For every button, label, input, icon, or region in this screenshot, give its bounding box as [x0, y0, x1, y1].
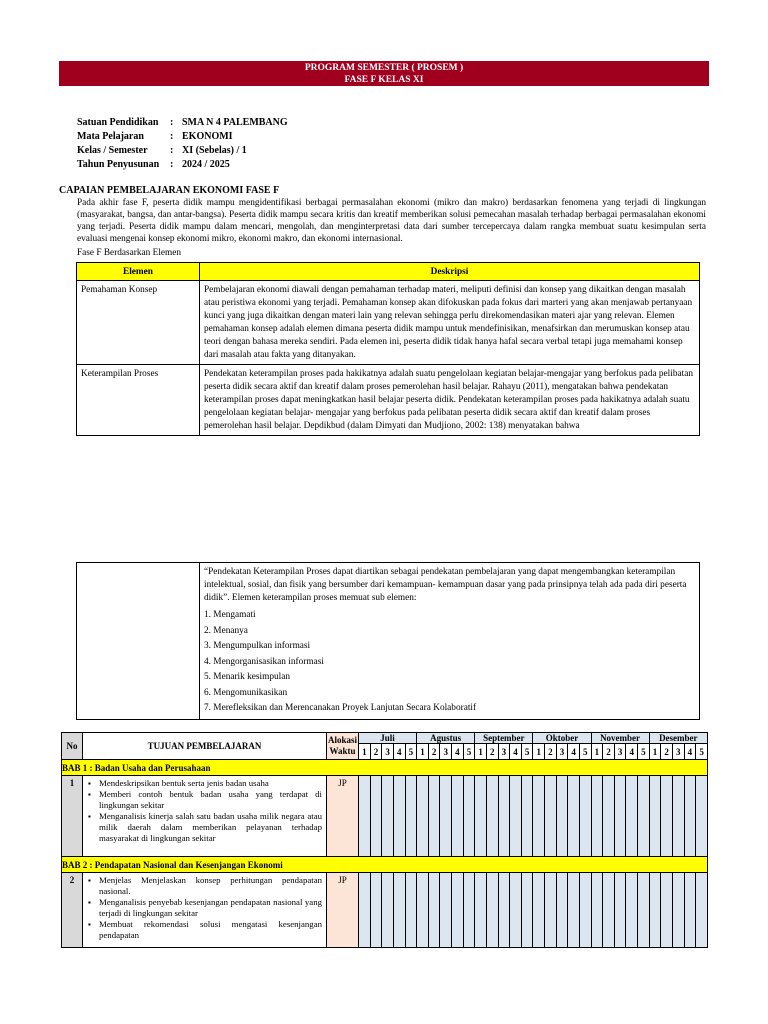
tujuan-header: TUJUAN PEMBELAJARAN [83, 733, 327, 760]
week-cell[interactable] [614, 776, 626, 857]
week-header: 4 [568, 744, 580, 760]
month-header: Agustus [417, 733, 475, 744]
tujuan-cell [83, 873, 327, 948]
week-cell[interactable] [603, 776, 615, 857]
week-header: 4 [452, 744, 464, 760]
week-cell[interactable] [568, 873, 580, 948]
tujuan-item: ▪ Menganalisis penyebab kesenjangan pendapatan nasional yang terjadi di lingkungan sekitar [99, 897, 322, 919]
week-cell[interactable] [556, 776, 568, 857]
sub-element-item: 2. Menanya [204, 625, 248, 636]
week-header: 4 [393, 744, 405, 760]
week-cell[interactable] [417, 873, 429, 948]
week-cell[interactable] [428, 873, 440, 948]
element-name: Pemahaman Konsep [77, 281, 200, 365]
week-header: 1 [533, 744, 545, 760]
week-cell[interactable] [370, 776, 382, 857]
week-cell[interactable] [638, 873, 650, 948]
identity-key: Tahun Penyusunan [77, 159, 160, 170]
week-cell[interactable] [405, 776, 417, 857]
week-cell[interactable] [649, 776, 661, 857]
identity-key: Kelas / Semester [77, 145, 148, 156]
sub-element-list [204, 608, 695, 717]
week-cell[interactable] [428, 776, 440, 857]
month-header: Oktober [533, 733, 591, 744]
week-header: 1 [417, 744, 429, 760]
week-header: 3 [440, 744, 452, 760]
week-header: 2 [486, 744, 498, 760]
row-number: 2 [62, 873, 83, 948]
month-header: Desember [649, 733, 707, 744]
tujuan-item: ▪ Mendeskripsikan bentuk serta jenis badan usaha [99, 778, 322, 789]
week-cell[interactable] [684, 776, 696, 857]
week-cell[interactable] [393, 873, 405, 948]
week-header: 5 [638, 744, 650, 760]
week-cell[interactable] [417, 776, 429, 857]
document-subtitle: FASE F KELAS XI [344, 75, 424, 85]
week-header: 3 [614, 744, 626, 760]
week-header: 5 [521, 744, 533, 760]
document-title: PROGRAM SEMESTER ( PROSEM ) [304, 63, 464, 73]
week-header: 5 [463, 744, 475, 760]
month-header: September [475, 733, 533, 744]
week-cell[interactable] [556, 873, 568, 948]
week-cell[interactable] [486, 776, 498, 857]
week-cell[interactable] [626, 873, 638, 948]
week-header: 2 [545, 744, 557, 760]
capaian-title: CAPAIAN PEMBELAJARAN EKONOMI FASE F [59, 185, 280, 196]
week-header: 2 [603, 744, 615, 760]
week-cell[interactable] [475, 873, 487, 948]
element-name-empty [77, 563, 200, 720]
week-cell[interactable] [440, 776, 452, 857]
week-header: 5 [696, 744, 708, 760]
identity-key: Satuan Pendidikan [77, 117, 159, 128]
element-name: Keterampilan Proses [77, 365, 200, 436]
week-header: 3 [498, 744, 510, 760]
month-header: Juli [359, 733, 417, 744]
week-cell[interactable] [521, 873, 533, 948]
week-cell[interactable] [533, 776, 545, 857]
month-header: November [591, 733, 649, 744]
week-cell[interactable] [545, 873, 557, 948]
identity-block [77, 116, 288, 172]
week-cell[interactable] [672, 776, 684, 857]
tujuan-item: ▪ Menjelas Menjelaskan konsep perhitungan pendapatan nasional. [99, 875, 322, 897]
bab-row [62, 857, 708, 873]
week-cell[interactable] [370, 873, 382, 948]
week-cell[interactable] [498, 873, 510, 948]
alokasi-header: Alokasi Waktu [327, 733, 359, 760]
table-row [77, 365, 700, 436]
alokasi-cell: JP [327, 873, 359, 948]
tujuan-item: ▪ Membuat rekomendasi solusi mengatasi kesenjangan pendapatan [99, 919, 322, 941]
week-cell[interactable] [568, 776, 580, 857]
table-row [77, 281, 700, 365]
week-cell[interactable] [452, 873, 464, 948]
week-header: 2 [428, 744, 440, 760]
tujuan-cell [83, 776, 327, 857]
week-cell[interactable] [696, 873, 708, 948]
week-header: 1 [649, 744, 661, 760]
sub-element-item: 7. Merefleksikan dan Merencanakan Proyek Lanjutan Secara Kolaboratif [204, 703, 477, 713]
elemen-header: Elemen [77, 263, 200, 281]
identity-colon: : [170, 117, 174, 128]
week-cell[interactable] [359, 873, 371, 948]
week-cell[interactable] [672, 873, 684, 948]
week-cell[interactable] [649, 873, 661, 948]
week-cell[interactable] [626, 776, 638, 857]
week-cell[interactable] [603, 873, 615, 948]
week-header: 1 [475, 744, 487, 760]
week-cell[interactable] [579, 776, 591, 857]
week-cell[interactable] [661, 873, 673, 948]
week-cell[interactable] [510, 873, 522, 948]
week-cell[interactable] [452, 776, 464, 857]
week-header: 4 [510, 744, 522, 760]
week-header: 2 [661, 744, 673, 760]
identity-row [77, 130, 288, 144]
week-header: 4 [626, 744, 638, 760]
week-header: 5 [405, 744, 417, 760]
deskripsi-header: Deskripsi [200, 263, 700, 281]
table-row [62, 776, 708, 857]
week-header: 3 [382, 744, 394, 760]
week-cell[interactable] [498, 776, 510, 857]
identity-row [77, 144, 288, 158]
sub-element-item: 1. Mengamati [204, 610, 256, 620]
element-description: Pembelajaran ekonomi diawali dengan pemahaman terhadap materi, meliputi definisi dan konsep yang dikaitkan dengan masalah atau peristiwa ekonomi yang terjadi. Pemahaman konsep akan difokuskan pada fokus dari marteri yang akan menjawab pertanyaan kunci yang juga dikaitkan dengan materi lain yang relevan sehingga perlu direkomendasikan materi ajar yang relevan. Elemen pemahaman konsep adalah elemen dimana peserta didik mampu untuk mendefinisikan, menafsirkan dan merumuskan konsep atau teori dengan bahasa mereka sendiri. Pada elemen ini, peserta didik tidak hanya hafal secara verbal tetapi juga memahami konsep dari masalah atau fakta yang ditanyakan. [200, 281, 700, 365]
row-number: 1 [62, 776, 83, 857]
week-cell[interactable] [684, 873, 696, 948]
week-cell[interactable] [475, 776, 487, 857]
week-cell[interactable] [463, 873, 475, 948]
identity-colon: : [170, 131, 174, 142]
sub-element-item: 5. Menarik kesimpulan [204, 672, 290, 682]
week-cell[interactable] [405, 873, 417, 948]
alokasi-cell: JP [327, 776, 359, 857]
identity-key: Mata Pelajaran [77, 131, 144, 142]
week-cell[interactable] [486, 873, 498, 948]
week-cell[interactable] [638, 776, 650, 857]
week-cell[interactable] [382, 776, 394, 857]
week-cell[interactable] [510, 776, 522, 857]
table-row [77, 563, 700, 720]
week-cell[interactable] [533, 873, 545, 948]
identity-value: SMA N 4 PALEMBANG [182, 117, 288, 128]
document-title-banner [59, 61, 709, 86]
tujuan-item: ▪ Memberi contoh bentuk badan usaha yang terdapat di lingkungan sekitar [99, 789, 322, 811]
capaian-body: Pada akhir fase F, peserta didik mampu mengidentifikasi berbagai permasalahan ekonomi (mikro dan makro) berdasarkan fenomena yang terjadi di lingkungan (masyarakat, bangsa, dan antar-bangsa). Peserta didik mampu secara kritis dan kreatif memberikan solusi pemecahan masalah terhadap berbagai permasalahan ekonomi yang terjadi. Peserta didik mampu dalam mencari, mengolah, dan menginterpretasi data dari sumber tercepercaya dalam rangka membuat suatu kesimpulan serta evaluasi mengenai konsep ekonomi mikro, ekonomi makro, dan ekonomi internasional. [77, 198, 706, 244]
continuation-text: “Pendekatan Keterampilan Proses dapat diartikan sebagai pendekatan pembelajaran yang dapat mengembangkan keterampilan intelektual, sosial, dan fisik yang bersumber dari kemampuan- kemampuan dasar yang pada prinsipnya telah ada pada diri peserta didik”. Elemen keterampilan proses memuat sub elemen: [204, 567, 687, 603]
week-header: 3 [556, 744, 568, 760]
week-cell[interactable] [440, 873, 452, 948]
element-description-continued [200, 563, 700, 720]
week-cell[interactable] [545, 776, 557, 857]
identity-value: XI (Sebelas) / 1 [182, 145, 247, 156]
week-header: 5 [579, 744, 591, 760]
identity-row [77, 116, 288, 130]
bab-row [62, 760, 708, 776]
identity-value: 2024 / 2025 [182, 159, 230, 170]
bab-title: BAB 1 : Badan Usaha dan Perusahaan [62, 760, 708, 776]
week-header: 1 [359, 744, 371, 760]
week-cell[interactable] [393, 776, 405, 857]
identity-colon: : [170, 159, 174, 170]
table-row [62, 873, 708, 948]
week-header: 2 [370, 744, 382, 760]
week-cell[interactable] [382, 873, 394, 948]
bab-title: BAB 2 : Pendapatan Nasional dan Kesenjangan Ekonomi [62, 857, 708, 873]
identity-value: EKONOMI [182, 131, 233, 142]
identity-row [77, 158, 288, 172]
week-cell[interactable] [579, 873, 591, 948]
elements-table-continued [76, 562, 700, 720]
sub-element-item: 4. Mengorganisasikan informasi [204, 656, 324, 667]
week-cell[interactable] [463, 776, 475, 857]
tujuan-item: ▪ Menganalisis kinerja salah satu badan usaha milik negara atau milik daerah dalam memberikan pelayanan terhadap masyarakat di lingkungan sekitar [99, 811, 322, 844]
week-cell[interactable] [591, 776, 603, 857]
week-cell[interactable] [521, 776, 533, 857]
week-cell[interactable] [614, 873, 626, 948]
week-header: 4 [684, 744, 696, 760]
sub-element-item: 3. Mengumpulkan informasi [204, 641, 311, 651]
week-cell[interactable] [359, 776, 371, 857]
week-cell[interactable] [696, 776, 708, 857]
sub-element-item: 6. Mengomunikasikan [204, 687, 288, 698]
no-header: No [62, 733, 83, 760]
schedule-table [61, 732, 708, 948]
capaian-subtitle: Fase F Berdasarkan Elemen [77, 248, 182, 258]
elements-table [76, 262, 700, 436]
week-header: 3 [672, 744, 684, 760]
week-header: 1 [591, 744, 603, 760]
element-description: Pendekatan keterampilan proses pada hakikatnya adalah suatu pengelolaan kegiatan belajar-mengajar yang berfokus pada pelibatan peserta didik secara aktif dan kreatif dalam proses pemerolehan hasil belajar. Rahayu (2011), mengatakan bahwa pendekatan keterampilan proses dapat meningkatkan hasil belajar peserta didik. Pendekatan keterampilan proses pada hakikatnya adalah suatu pengelolaan kegiatan belajar- mengajar yang berfokus pada pelibatan peserta didik secara aktif dan kreatif dalam proses pemerolehan hasil belajar. Depdikbud (dalam Dimyati dan Mudjiono, 2002: 138) menyatakan bahwa [200, 365, 700, 436]
identity-colon: : [170, 145, 174, 156]
week-cell[interactable] [591, 873, 603, 948]
week-cell[interactable] [661, 776, 673, 857]
